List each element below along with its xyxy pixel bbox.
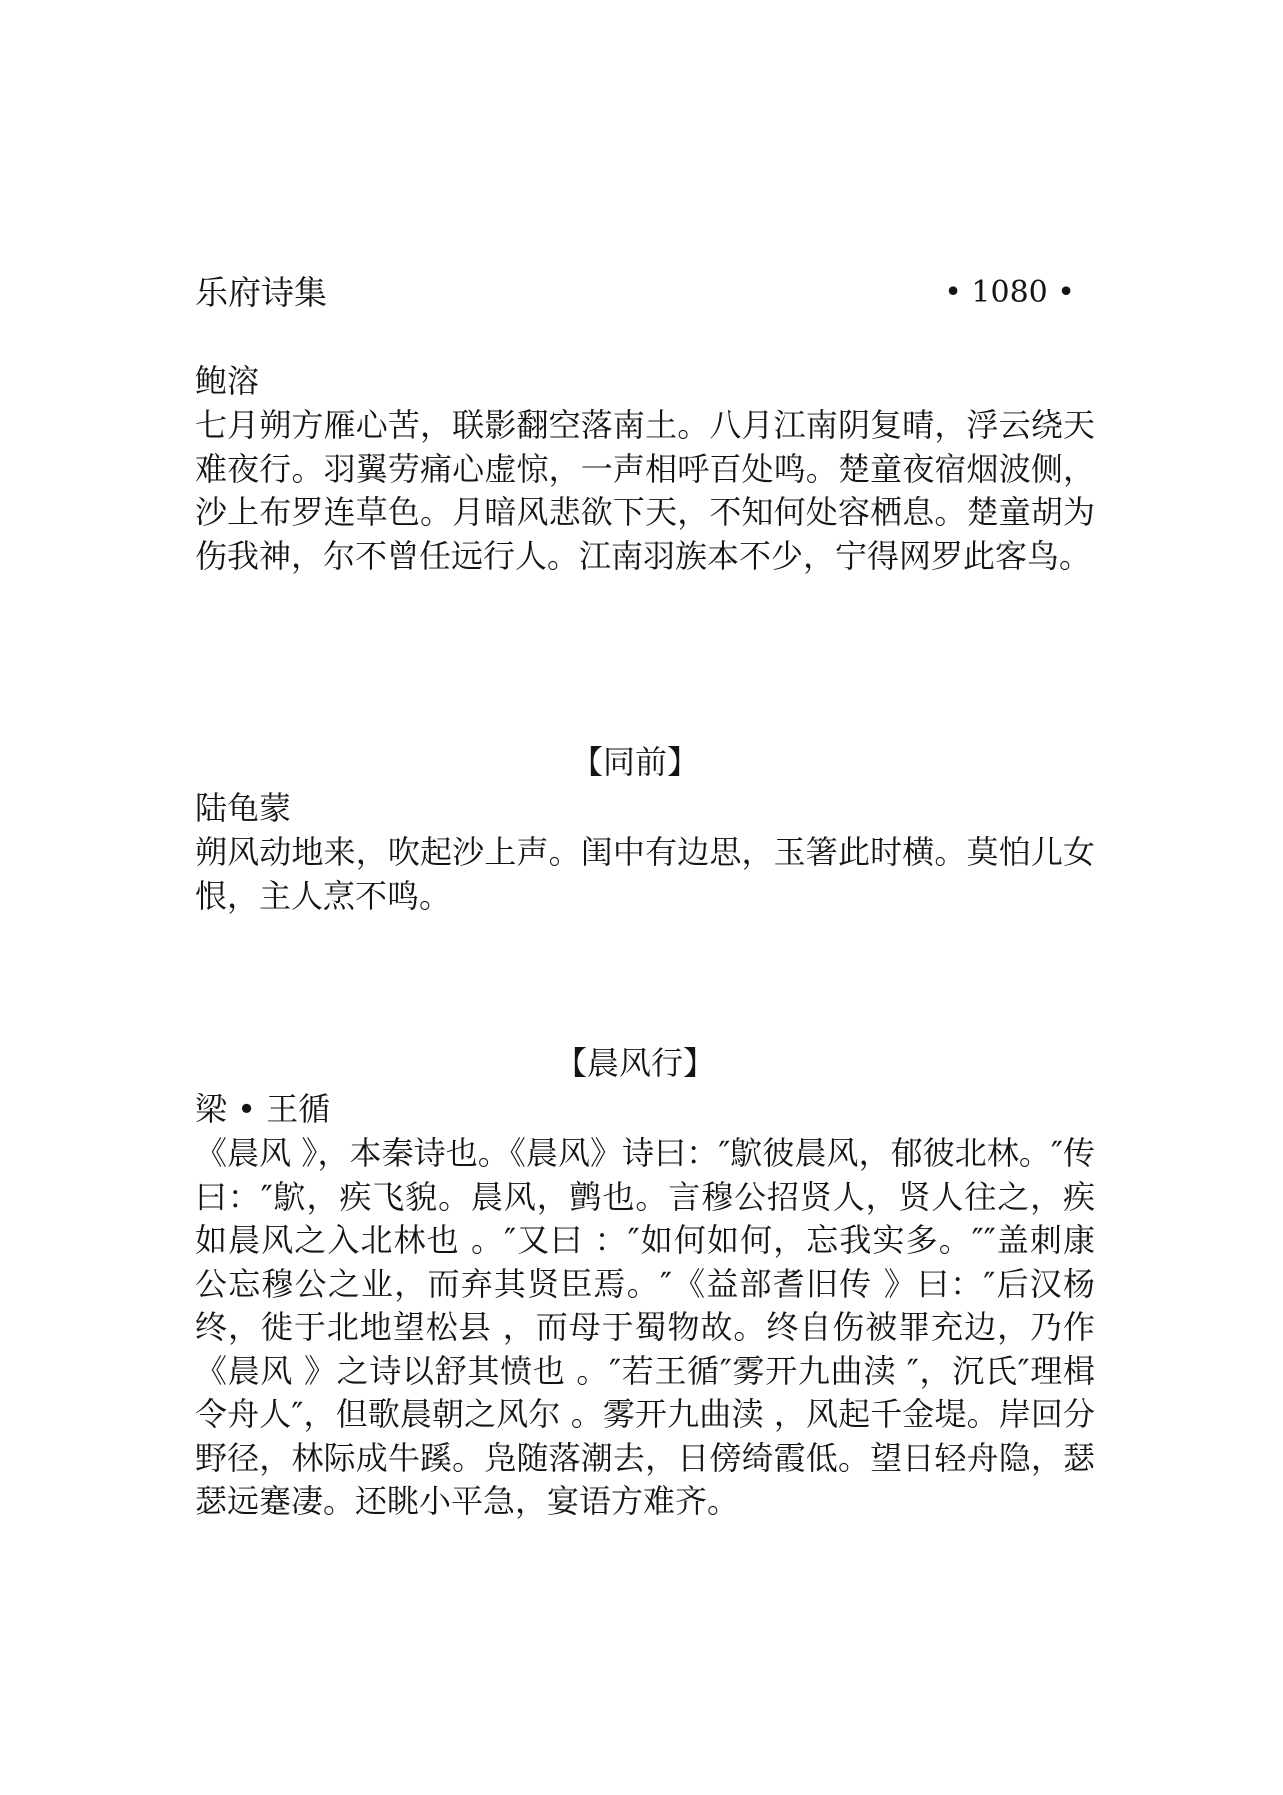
page-number: • 1080 • (944, 275, 1075, 310)
poem-title: 【同前】 (570, 743, 699, 781)
poem-author: 陆龟蒙 (195, 789, 292, 827)
poem-section-3 (195, 1040, 1095, 1524)
poem-text: 朔风动地来，吹起沙上声。闺中有边思，玉箸此时横。莫怕儿女恨，主人烹不鸣。 (195, 833, 1095, 915)
page-header (195, 270, 1075, 316)
poem-text: 七月朔方雁心苦，联影翻空落南土。八月江南阴复晴，浮云绕天难夜行。羽翼劳痛心虚惊，一声相呼百处鸣。楚童夜宿烟波侧，沙上布罗连草色。月暗风悲欲下天，不知何处容栖息。楚童胡为伤我神，尔不曾任远行人。江南羽族本不少，宁得网罗此客鸟。 (195, 406, 1095, 575)
poem-text: 《晨风 》，本秦诗也。《晨风》诗曰：″鴥彼晨风，郁彼北林。″传曰：″鴥，疾飞貌。晨风，鹯也。言穆公招贤人，贤人往之，疾如晨风之入北林也 。″又曰 ：″如何如何，忘我实多。″″盖刺康公忘穆公之业，而弃其贤臣焉。″《益部耆旧传 》曰：″后汉杨终，徙于北地望松县 ，而母于蜀物故。终自伤被罪充边，乃作《晨风 》之诗以舒其愤也 。″若王循″雾开九曲渎 ″，沉氏″理楫令舟人″，但歌晨朝之风尔 。雾开九曲渎 ，风起千金堤。岸回分野径，林际成牛蹊。凫随落潮去，日傍绮霞低。望日轻舟隐，瑟瑟远蹇凄。还眺小平急，宴语方难齐。 (195, 1134, 1095, 1520)
poem-author: 梁 • 王循 (195, 1090, 331, 1128)
poem-title: 【晨风行】 (554, 1044, 715, 1082)
poem-section-1 (195, 358, 1095, 578)
book-title: 乐府诗集 (195, 273, 327, 312)
poem-section-2 (195, 739, 1095, 918)
poem-author: 鲍溶 (195, 362, 260, 400)
